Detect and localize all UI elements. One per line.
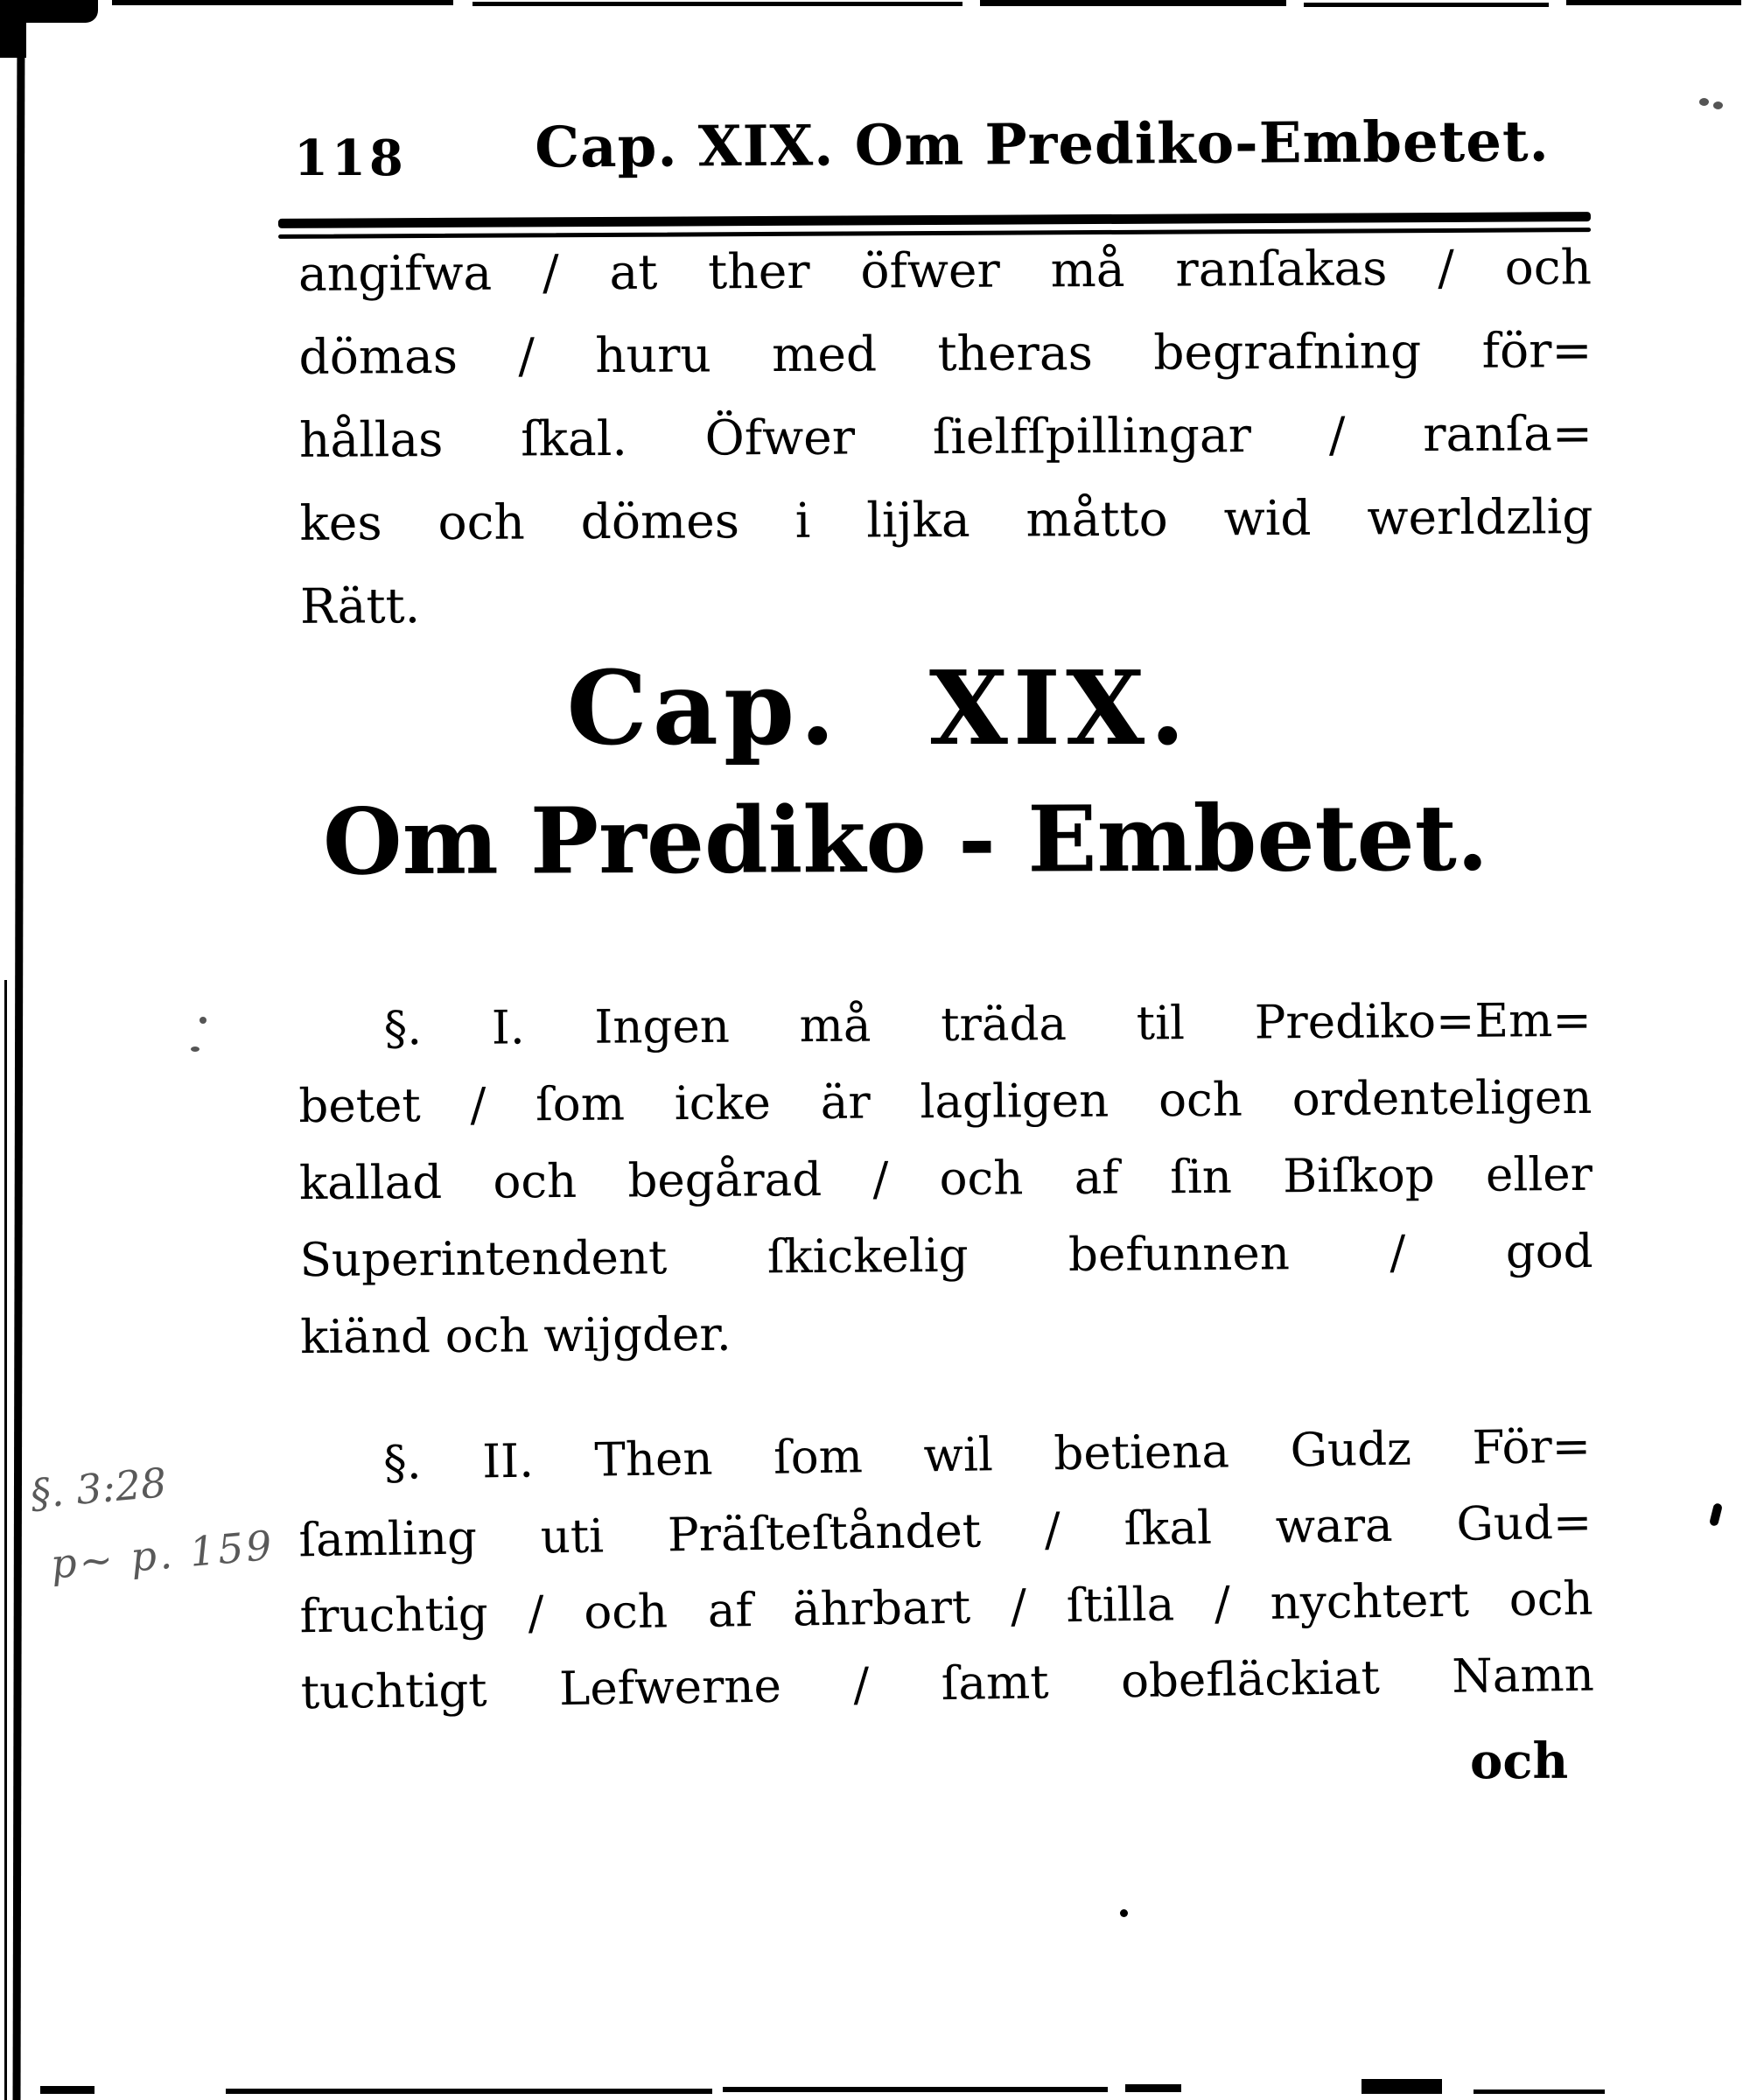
scan-artifact xyxy=(200,1017,206,1024)
scan-artifact xyxy=(1125,2084,1181,2092)
handwritten-note-line: §. 3:28 xyxy=(28,1459,169,1518)
text-line: Superintendent ſkickelig befunnen / god xyxy=(299,1224,1593,1288)
chapter-title: Om Prediko - Embetet. xyxy=(322,783,1489,896)
scan-artifact xyxy=(112,0,453,5)
catchword: och xyxy=(1470,1732,1569,1790)
continued-paragraph xyxy=(298,226,1593,648)
section-2 xyxy=(298,1409,1595,1732)
scan-artifact xyxy=(4,980,7,2100)
scan-artifact xyxy=(226,2089,712,2094)
scan-artifact xyxy=(1304,3,1549,7)
text-line: ſamling uti Präſteſtåndet / ſkal wara Gud= xyxy=(298,1495,1592,1568)
text-line: §. II. Then ſom wil betiena Gudz För= xyxy=(382,1419,1592,1490)
scan-artifact xyxy=(1566,0,1741,5)
scan-artifact xyxy=(472,2,962,6)
text-line: tuchtigt Lefwerne / ſamt obefläckiat Namn xyxy=(300,1648,1595,1720)
scan-artifact xyxy=(1120,1909,1128,1917)
scan-artifact xyxy=(40,2086,94,2094)
running-header: Cap. XIX. Om Prediko-Embetet. xyxy=(534,108,1550,181)
scan-artifact xyxy=(1713,102,1723,109)
text-line: Rätt. xyxy=(299,578,421,634)
scan-artifact xyxy=(1474,2090,1605,2094)
scan-artifact xyxy=(191,1046,200,1052)
page-number: 118 xyxy=(294,130,407,187)
text-line: kes och dömes i lijka måtto wid werldzlig xyxy=(299,488,1593,551)
scan-artifact xyxy=(13,24,25,2100)
handwritten-note-line: p~ p. 159 xyxy=(48,1521,276,1588)
text-line: dömas / huru med theras begrafning för= xyxy=(298,322,1592,385)
text-line: kallad och begårad / och af ſin Biſkop eller xyxy=(298,1147,1593,1211)
text-line: §. I. Ingen må träda til Prediko=Em= xyxy=(383,993,1592,1056)
text-line: hållas ſkal. Öfwer ſielfſpillingar / ranſa= xyxy=(298,405,1593,468)
section-1 xyxy=(298,983,1593,1376)
text-line: angifwa / at ther öfwer må ranſakas / och xyxy=(298,239,1592,302)
handwritten-note xyxy=(27,1433,327,1601)
chapter-heading: Cap. XIX. xyxy=(566,649,1191,768)
text-line: betet / ſom icke är lagligen och ordenteligen xyxy=(298,1070,1592,1134)
scan-artifact xyxy=(1699,98,1709,106)
header-rule-thick xyxy=(278,212,1591,228)
scan-artifact xyxy=(723,2087,1108,2092)
scan-artifact xyxy=(1362,2079,1442,2094)
scan-artifact xyxy=(1709,1502,1723,1527)
text-line: kiänd och wijgder. xyxy=(300,1307,732,1365)
scan-artifact xyxy=(980,0,1286,6)
text-line: fruchtig / och af ährbart / ſtilla / nychtert och xyxy=(299,1572,1593,1644)
